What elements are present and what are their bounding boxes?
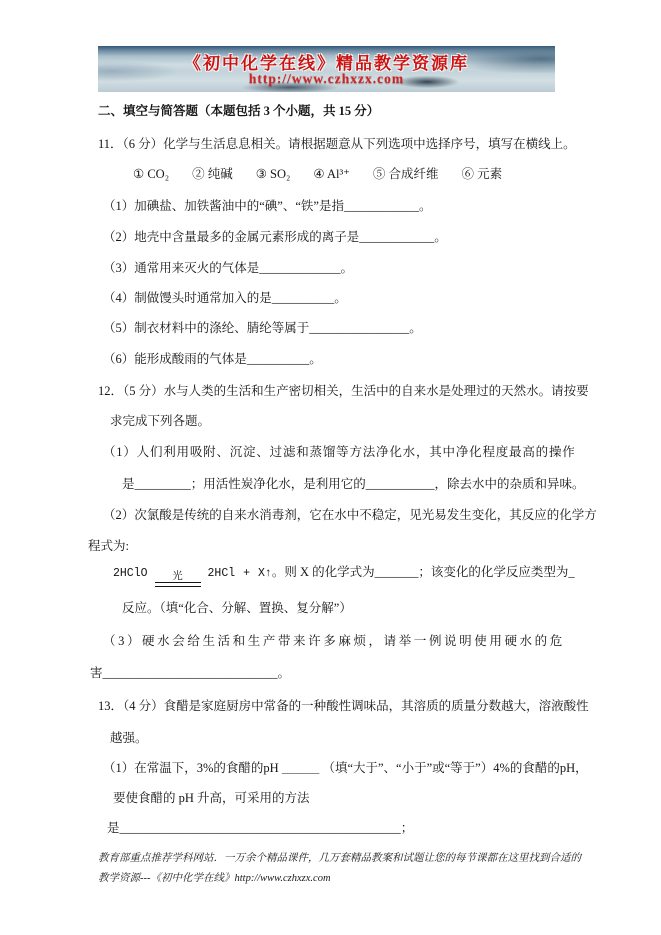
site-banner	[98, 46, 555, 92]
option-2: ② 纯碱	[192, 167, 233, 181]
q12-item-3-line2: 害____________________________。	[90, 666, 291, 680]
q13-item-1-line2: 要使食醋的 pH 升高，可采用的方法	[113, 791, 310, 805]
q11-item-2: （2）地壳中含量最多的金属元素形成的离子是____________。	[103, 230, 447, 244]
question-12-stem-line1: 12．（5 分）水与人类的生活和生产密切相关，生活中的自来水是处理过的天然水。请按要	[98, 384, 589, 398]
plus-sign: +	[243, 567, 251, 580]
site-banner-url[interactable]: http://www.czhxzx.com	[248, 71, 405, 86]
section-header: 二、填空与简答题（本题包括 3 个小题，共 15 分）	[98, 104, 380, 118]
footer-promo-line2	[98, 871, 331, 886]
option-1: ① CO₂	[133, 167, 170, 181]
q11-item-3: （3）通常用来灭火的气体是_____________。	[103, 261, 354, 275]
question-12-stem-line2: 求完成下列各题。	[110, 414, 211, 428]
question-11-options	[133, 166, 502, 183]
footer-promo-line1: 教育部重点推荐学科网站．一万余个精品课件，几万套精品教案和试题让您的每节课都在这里找到合适的	[98, 853, 581, 864]
q11-item-5: （5）制衣材料中的涤纶、腈纶等属于________________。	[103, 321, 422, 335]
equals-double-line	[155, 582, 201, 587]
q13-item-1-line1: （1）在常温下，3%的食醋的pH ＿＿＿ （填“大于”、“小于”或“等于”）4%的食醋的pH，	[103, 761, 588, 775]
q11-item-1: （1）加碘盐、加铁酱油中的“碘”、“铁”是指____________。	[103, 199, 432, 213]
q13-item-1-line3: 是_____________________________________________；	[107, 821, 414, 835]
q12-chemical-equation-line	[113, 564, 575, 587]
reaction-condition-light: 光	[155, 571, 201, 587]
option-6: ⑥ 元素	[461, 167, 503, 181]
option-3: ③ SO₂	[255, 167, 291, 181]
site-banner-title: 《初中化学在线》精品教学资源库	[184, 54, 469, 73]
equation-product-1: 2HCl	[207, 567, 236, 580]
question-11-stem: 11．（6 分）化学与生活息息相关。请根据题意从下列选项中选择序号，填写在横线上。	[98, 137, 576, 151]
q12-item-2-line2: 程式为:	[88, 539, 129, 553]
question-13-stem-line2: 越强。	[110, 731, 148, 745]
footer-site-url[interactable]: http://www.czhxzx.com	[234, 873, 331, 884]
q12-item-2-line1: （2）次氯酸是传统的自来水消毒剂，它在水中不稳定，见光易发生变化，其反应的化学方	[103, 508, 597, 522]
q12-item-2-line4: 反应。（填“化合、分解、置换、复分解”）	[122, 601, 352, 615]
q12-item-1-line1: （1）人们利用吸附、沉淀、过滤和蒸馏等方法净化水，其中净化程度最高的操作	[103, 445, 576, 459]
option-4: ④ Al³⁺	[313, 167, 350, 181]
equation-reactant: 2HClO	[113, 567, 148, 580]
option-5: ⑤ 合成纤维	[372, 167, 439, 181]
equation-after-text: 。则 X 的化学式为_______；该变化的化学反应类型为_	[271, 565, 575, 579]
q12-item-3-line1: （3）硬水会给生活和生产带来许多麻烦，请举一例说明使用硬水的危	[103, 634, 565, 648]
q12-item-1-line2: 是_________；用活性炭净化水，是利用它的___________，除去水中的杂质和异味。	[122, 477, 585, 491]
equation-product-x: X↑	[258, 567, 272, 580]
footer-promo-line2-text: 教学资源---《初中化学在线》	[98, 873, 235, 884]
question-13-stem-line1: 13．（4 分）食醋是家庭厨房中常备的一种酸性调味品，其溶质的质量分数越大，溶液酸性	[98, 699, 589, 713]
q11-item-6: （6）能形成酸雨的气体是__________。	[103, 352, 322, 366]
q11-item-4: （4）制做馒头时通常加入的是__________。	[103, 291, 347, 305]
